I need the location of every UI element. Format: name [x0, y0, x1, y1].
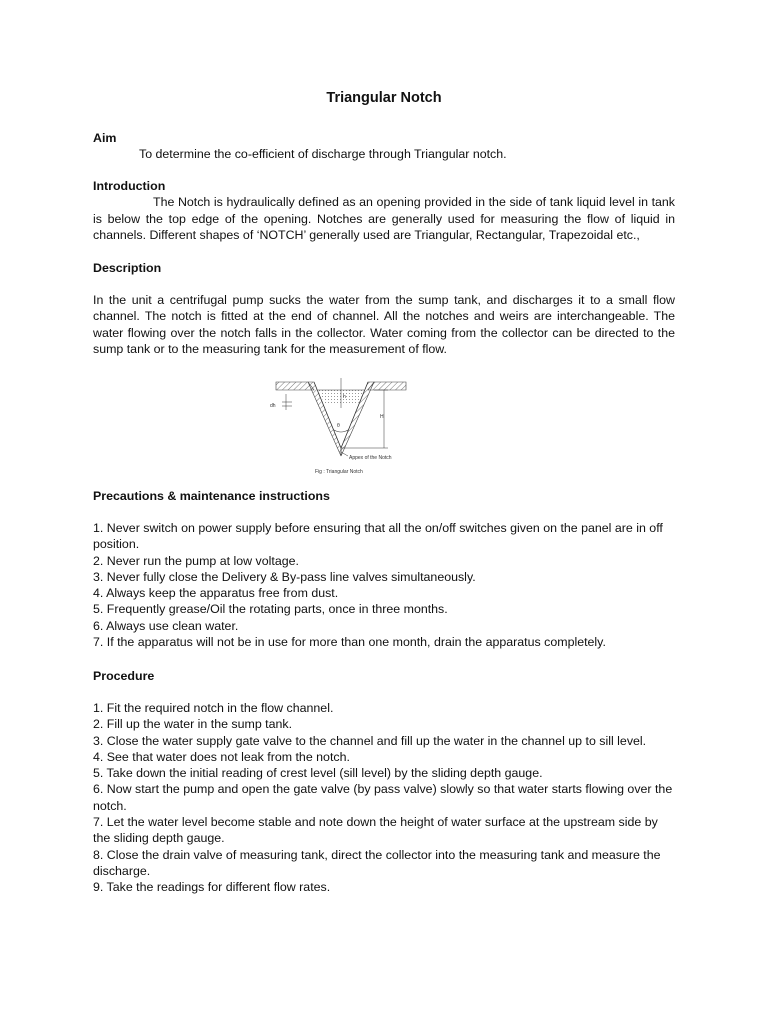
figure-caption: Fig : Triangular Notch	[315, 469, 363, 475]
list-item: 5. Take down the initial reading of crest level (sill level) by the sliding depth gauge.	[93, 766, 543, 781]
precautions-heading-block	[93, 488, 675, 504]
list-item: 2. Fill up the water in the sump tank.	[93, 717, 293, 732]
list-item: 7. If the apparatus will not be in use for more than one month, drain the apparatus completely.	[93, 635, 606, 650]
procedure-heading: Procedure	[93, 669, 155, 683]
description-text: In the unit a centrifugal pump sucks the water from the sump tank, and discharges it to a small flow channel. The notch is fitted at the end of channel. All the notches and weirs are interchangeable. The water flowing over the notch falls in the collector. Water coming from the collector can be directed to the sump tank or to the measuring tank for the measurement of flow.	[93, 293, 675, 356]
theta-label: θ	[337, 423, 340, 429]
description-section	[93, 292, 675, 357]
introduction-heading: Introduction	[93, 179, 166, 193]
list-item: 1. Fit the required notch in the flow channel.	[93, 701, 334, 715]
precautions-heading: Precautions & maintenance instructions	[93, 489, 330, 503]
aim-text: To determine the co-efficient of discharge through Triangular notch.	[139, 147, 507, 162]
h-label: h	[343, 394, 346, 400]
list-item: 4. Always keep the apparatus free from dust.	[93, 586, 339, 601]
procedure-heading-block	[93, 668, 675, 684]
list-item: 6. Always use clean water.	[93, 618, 239, 633]
list-item: 8. Close the drain valve of measuring tank, direct the collector into the measuring tank and measure the discharge.	[93, 847, 661, 878]
description-heading: Description	[93, 261, 162, 275]
H-label: H	[380, 414, 384, 420]
list-item: 4. See that water does not leak from the notch.	[93, 749, 350, 764]
list-item: 2. Never run the pump at low voltage.	[93, 553, 299, 568]
list-item: 3. Close the water supply gate valve to the channel and fill up the water in the channel up to sill level.	[93, 733, 647, 748]
notch-diagram	[270, 368, 412, 478]
list-item: 3. Never fully close the Delivery & By-pass line valves simultaneously.	[93, 569, 476, 584]
list-item: 9. Take the readings for different flow rates.	[93, 880, 331, 895]
description-heading-block	[93, 260, 675, 276]
dh-label: dh	[270, 403, 276, 409]
list-item: 5. Frequently grease/Oil the rotating parts, once in three months.	[93, 602, 448, 617]
aim-section	[93, 130, 675, 163]
triangular-notch-figure	[270, 368, 412, 478]
list-item: 1. Never switch on power supply before ensuring that all the on/off switches given on the panel are in off position.	[93, 521, 663, 552]
introduction-section	[93, 178, 675, 243]
list-item: 6. Now start the pump and open the gate valve (by pass valve) slowly so that water starts flowing over the notch.	[93, 782, 673, 813]
introduction-text: The Notch is hydraulically defined as an opening provided in the side of tank liquid level in tank is below the top edge of the opening. Notches are generally used for measuring the flow of liquid in channels. Different shapes of ‘NOTCH’ generally used are Triangular, Rectangular, Trapezoidal etc.,	[93, 195, 675, 242]
precautions-list	[93, 520, 675, 650]
procedure-list	[93, 700, 675, 896]
list-item: 7. Let the water level become stable and note down the height of water surface at the upstream side by the sliding depth gauge.	[93, 815, 658, 846]
page-title: Triangular Notch	[326, 90, 442, 106]
apex-label: Appex of the Notch	[349, 455, 392, 461]
aim-heading: Aim	[93, 131, 117, 145]
